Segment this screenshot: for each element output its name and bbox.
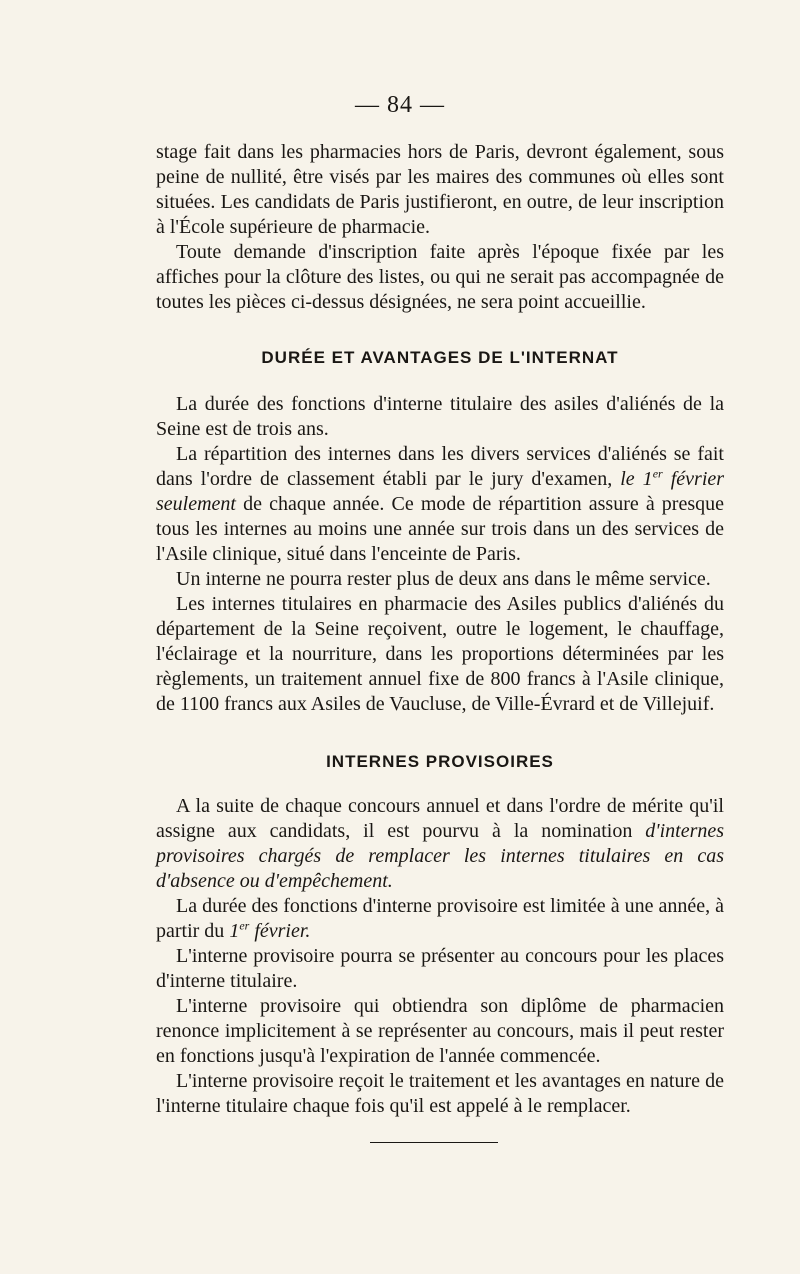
- duree-paragraph-3: Un interne ne pourra rester plus de deux ans dans le même service.: [176, 568, 711, 590]
- duree-p2-text-b: de chaque année. Ce mode de répartition assure à presque tous les internes au moins une année sur trois dans un des services de l'Asile clinique, situé dans l'enceinte de Paris.: [156, 493, 725, 565]
- provisoires-p2-date-tail: février.: [254, 920, 311, 942]
- intro-paragraph-1: stage fait dans les pharmacies hors de Paris, devront également, sous peine de nullité, être visés par les maires des communes où elles sont situées. Les candidats de Paris justifieront, en outre, de leur inscription à l'École supérieure de pharmacie.: [156, 141, 724, 238]
- provisoires-paragraph-2: [156, 894, 724, 944]
- page-number: — 84 —: [355, 92, 445, 118]
- provisoires-p2-superscript: er: [239, 918, 250, 933]
- duree-p2-text-a: La répartition des internes dans les divers services d'aliénés se fait dans l'ordre de classement établi par le jury d'examen,: [156, 443, 724, 490]
- section-duree-text: [156, 392, 724, 717]
- duree-p2-date-tail: février seulement: [156, 468, 725, 515]
- duree-p2-superscript: er: [652, 466, 663, 481]
- provisoires-paragraph-4: L'interne provisoire qui obtiendra son diplôme de pharmacien renonce implicitement à se représenter au concours, mais il peut rester en fonctions jusqu'à l'expiration de l'année commencée.: [156, 995, 724, 1067]
- duree-p2-date: le 1: [620, 468, 653, 490]
- provisoires-paragraph-1: [156, 794, 724, 894]
- provisoires-p2-emphasis: [229, 920, 310, 942]
- provisoires-paragraph-3: L'interne provisoire pourra se présenter au concours pour les places d'interne titulaire.: [156, 945, 724, 992]
- section-provisoires-text: [156, 794, 724, 1119]
- intro-paragraph-2: Toute demande d'inscription faite après l'époque fixée par les affiches pour la clôture des listes, ou qui ne serait pas accompagnée de toutes les pièces ci-dessus désignées, ne sera point accueillie.: [156, 241, 724, 313]
- provisoires-p1-text: A la suite de chaque concours annuel et dans l'ordre de mérite qu'il assigne aux candidats, il est pourvu à la nomination: [156, 795, 724, 842]
- duree-paragraph-4: Les internes titulaires en pharmacie des Asiles publics d'aliénés du département de la Seine reçoivent, outre le logement, le chauffage, l'éclairage et la nourriture, dans les proportions déterminées par les règlements, un traitement annuel fixe de 800 francs à l'Asile clinique, de 1100 francs aux Asiles de Vaucluse, de Ville-Évrard et de Villejuif.: [156, 593, 724, 715]
- section-heading-duree: DURÉE ET AVANTAGES DE L'INTERNAT: [261, 348, 619, 367]
- provisoires-p2-text: La durée des fonctions d'interne provisoire est limitée à une année, à partir du: [156, 895, 724, 942]
- end-rule: [370, 1142, 498, 1143]
- intro-text: [156, 140, 724, 315]
- duree-paragraph-1: La durée des fonctions d'interne titulaire des asiles d'aliénés de la Seine est de trois ans.: [156, 393, 724, 440]
- provisoires-p1-emphasis: d'internes provisoires chargés de remplacer les internes titulaires en cas d'absence ou d'empêchement.: [156, 820, 725, 892]
- provisoires-p2-date: 1: [229, 920, 240, 942]
- duree-paragraph-2: [156, 442, 724, 567]
- section-heading-provisoires: INTERNES PROVISOIRES: [326, 752, 554, 771]
- provisoires-paragraph-5: L'interne provisoire reçoit le traitement et les avantages en nature de l'interne titulaire chaque fois qu'il est appelé à le remplacer.: [156, 1070, 724, 1117]
